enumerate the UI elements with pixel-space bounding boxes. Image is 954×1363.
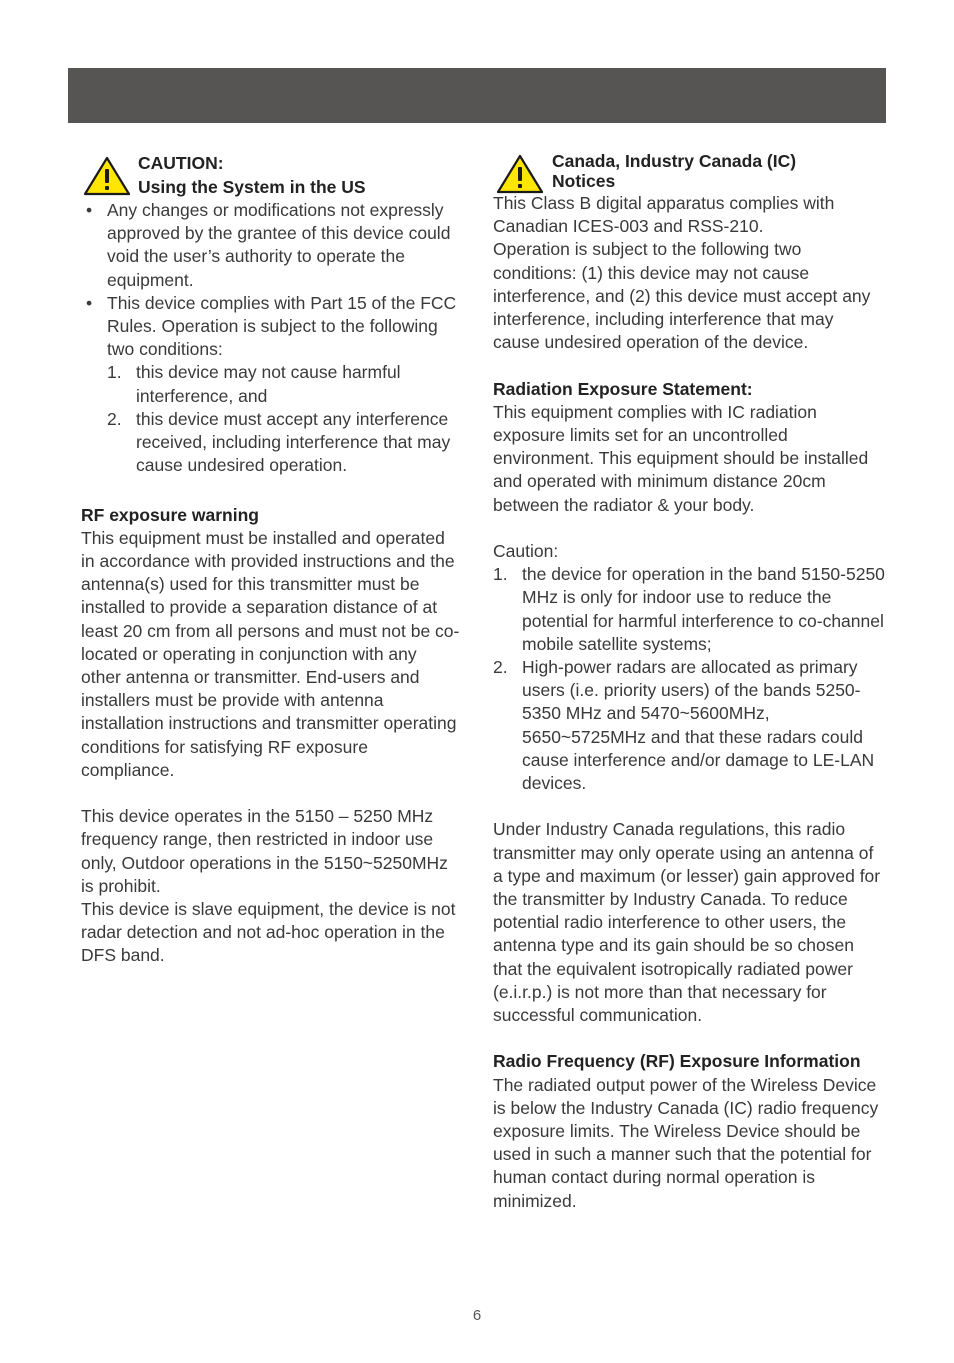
caution-bullet-list (81, 199, 461, 477)
caution-item (493, 656, 885, 795)
conditions-list (107, 361, 461, 477)
caution-label: CAUTION: (138, 153, 224, 173)
caution-text: the device for operation in the band 5150-5250 MHz is only for indoor use to reduce the potential for harmful interference to co-channel mobile satellite systems; (522, 564, 885, 654)
canada-title-line1: Canada, Industry Canada (IC) (552, 151, 797, 171)
slave-text: This device is slave equipment, the device is not radar detection and not ad-hoc operation in the DFS band. (81, 899, 456, 966)
bullet-text: This device complies with Part 15 of the FCC Rules. Operation is subject to the following two conditions: (107, 292, 457, 360)
condition-number: 2. (107, 408, 122, 429)
radiation-text: This equipment complies with IC radiation exposure limits set for an uncontrolled environment. This equipment should be installed and operated with minimum distance 20cm between the radiator & your body. (493, 401, 869, 515)
bullet-text: Any changes or modifications not expressly approved by the grantee of this device could void the user’s authority to operate the equipment. (107, 200, 451, 290)
caution-item (493, 563, 885, 656)
caution-text: High-power radars are allocated as primary users (i.e. priority users) of the bands 5250-5350 MHz and 5470~5600MHz, 5650~5725MHz and that these radars could cause interference and/or damage to LE-LAN devices. (522, 657, 875, 794)
rf-info-text: The radiated output power of the Wireless Device is below the Industry Canada (IC) radio frequency exposure limits. The Wireless Device should be used in such a manner such that the potential for human contact during normal operation is minimized. (493, 1074, 879, 1211)
caution-subtitle: Using the System in the US (138, 176, 366, 197)
regulations-text: Under Industry Canada regulations, this radio transmitter may only operate using an antenna of a type and maximum (or lesser) gain approved for the transmitter by Industry Canada. To reduce potential radio interference to other users, the antenna type and its gain should be so chosen that the equivalent isotropically radiated power (e.i.r.p.) is not more than that necessary for successful communication. (493, 819, 881, 1026)
caution-number: 2. (493, 657, 508, 678)
condition-item (107, 361, 461, 407)
band-text: This device operates in the 5150 – 5250 MHz frequency range, then restricted in indoor use only, Outdoor operations in the 5150~5250MHz is prohibit. (81, 806, 448, 896)
bullet-item (81, 292, 461, 478)
radiation-heading: Radiation Exposure Statement: (493, 378, 753, 399)
left-column (81, 152, 461, 968)
caution-list (493, 563, 885, 795)
bullet-item (81, 199, 461, 292)
warning-icon (496, 154, 544, 194)
condition-text: this device may not cause harmful interference, and (136, 362, 401, 406)
condition-item (107, 408, 461, 478)
canada-notices-heading (493, 152, 885, 192)
class-b-text: This Class B digital apparatus complies with Canadian ICES-003 and RSS-210. (493, 193, 835, 237)
caution-label: Caution: (493, 541, 559, 562)
caution-us-heading (81, 152, 461, 199)
header-bar (68, 68, 886, 123)
condition-text: this device must accept any interference received, including interference that may cause undesired operation. (136, 408, 451, 476)
operation-text: Operation is subject to the following two conditions: (1) this device may not cause interference, and (2) this device must accept any interference, including interference that may cause undesired operation of the device. (493, 239, 871, 353)
rf-info-heading: Radio Frequency (RF) Exposure Information (493, 1051, 861, 1072)
caution-number: 1. (493, 564, 508, 585)
condition-number: 1. (107, 362, 122, 383)
right-column (493, 152, 885, 1213)
rf-exposure-heading: RF exposure warning (81, 504, 259, 525)
canada-title-line2: Notices (552, 170, 616, 191)
page-number: 6 (472, 1307, 482, 1324)
warning-icon (83, 156, 131, 196)
rf-exposure-text: This equipment must be installed and operated in accordance with provided instructions and the antenna(s) used for this transmitter must be installed to provide a separation distance of at least 20 cm from all persons and must not be co-located or operating in conjunction with any other antenna or transmitter. End-users and installers must be provide with antenna installation instructions and transmitter operating conditions for satisfying RF exposure compliance. (81, 527, 460, 780)
